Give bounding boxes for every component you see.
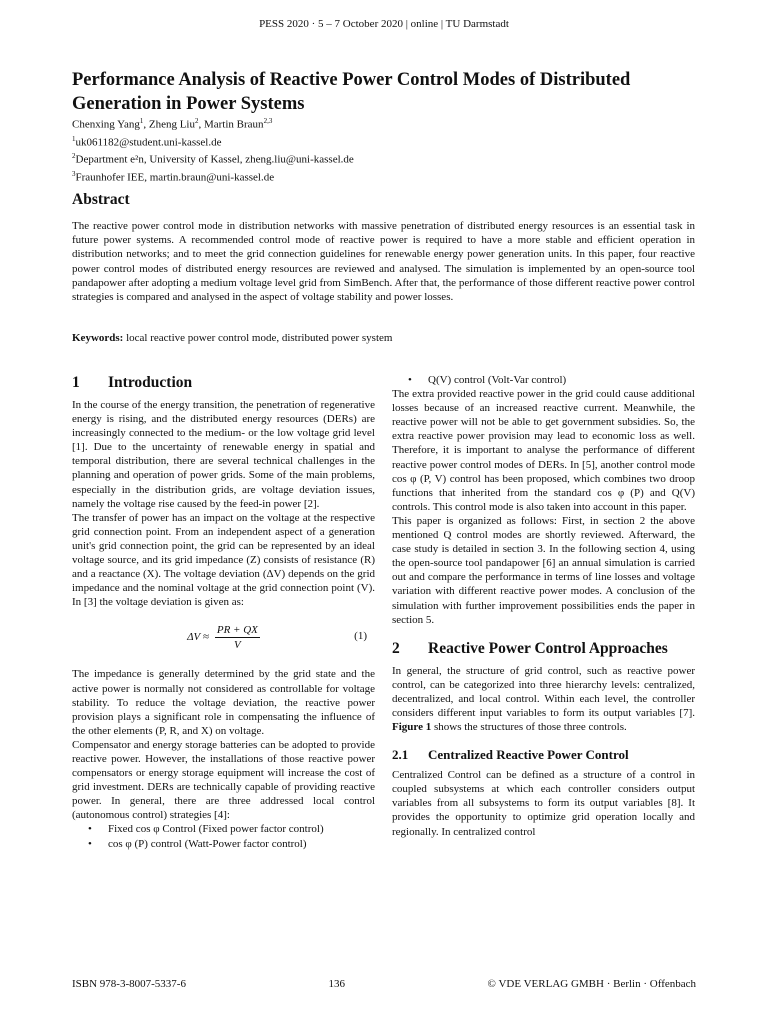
affiliation: $^2$Department e²n, University of Kassel, zheng.liu@uni-kassel.de	[72, 152, 354, 166]
section-heading: 2 Reactive Power Control Approaches	[392, 639, 668, 657]
author-names: Chenxing Yang$^1$, Zheng Liu$^2$, Martin Braun$^{2,3}$	[72, 117, 273, 131]
keywords-text: local reactive power control mode, distributed power system	[123, 332, 393, 344]
author-name: Zheng Liu	[148, 118, 195, 131]
page-number: 136	[328, 978, 345, 990]
abstract-text: The reactive power control mode in distribution networks with massive penetration of distributed energy resources is an essential task in future power systems. A recommended control mode of reactive power is required to have a more stable and efficient operation in distribution networks; and to meet the grid connection guidelines for renewable energy power generation units. In this paper, four reactive power control modes of distributed energy resources are reviewed and analysed. The simulation is implemented by an open-source tool pandapower after adopting a medium voltage level grid from SimBench. After that, the performance of those different reactive power control strategies is compared and analysed in the aspect of voltage stability and power losses.	[72, 220, 695, 304]
isbn: ISBN 978-3-8007-5337-6	[72, 978, 186, 990]
control-strategy-list-cont	[392, 373, 695, 387]
abstract-heading: Abstract	[72, 191, 130, 208]
paper-title: Performance Analysis of Reactive Power Control Modes of Distributed Generation in Power Systems	[72, 70, 631, 114]
equation-lhs: ΔV ≈	[187, 631, 209, 644]
equation-denominator: V	[234, 638, 241, 651]
author-name: Martin Braun	[203, 118, 264, 131]
list-item: • Q(V) control (Volt-Var control)	[392, 373, 695, 387]
author-block	[72, 114, 702, 185]
paragraph: Centralized Control can be defined as a structure of a control in coupled subsystems at which each controller considers output variables from all subsystems to form its output variables [8]. It provides the opportunity to optimize grid operation locally and regionally. In centralized control	[392, 769, 695, 838]
subsection-heading: 2.1 Centralized Reactive Power Control	[392, 747, 629, 763]
figure-ref: Figure 1	[392, 721, 432, 734]
conference-header: PESS 2020 · 5 – 7 October 2020 | online | TU Darmstadt	[259, 18, 509, 30]
paragraph: In general, the structure of grid control, such as reactive power control, can be categorized into three hierarchy levels: centralized, decentralized, and local control. Within each level, the controller considers different input variables to form its output variables [7]. Figure 1 shows the structures of those three controls.	[392, 664, 695, 734]
paragraph: Compensator and energy storage batteries can be adopted to provide reactive power. However, the installations of those reactive power compensators or energy storage equipment will increase the cost of grid investment. DERs are technically capable of providing reactive power. In general, there are three addressed local control (autonomous control) strategies [4]:	[72, 738, 375, 822]
section-heading: 1 Introduction	[72, 374, 193, 391]
right-column	[392, 373, 695, 839]
page-footer	[72, 978, 696, 990]
paragraph: This paper is organized as follows: First, in section 2 the above mentioned Q control modes are shortly reviewed. Afterward, the case study is detailed in section 3. In the following section 4, using the open-source tool pandapower [6] an annual simulation is carried out and compare the performance in terms of line losses and voltage variation with different reactive power modes. A conclusion of the simulation with further improvement possibilities ends the paper in section 5.	[392, 514, 695, 626]
affiliation: $^3$Fraunhofer IEE, martin.braun@uni-kassel.de	[72, 169, 275, 184]
left-column	[72, 373, 375, 851]
equation-number: (1)	[354, 630, 367, 643]
paragraph: The transfer of power has an impact on the voltage at the respective grid connection point. From an independent aspect of a generation unit's grid connection point, the grid can be represented by an ideal voltage source, and its grid impedance (Z) consists of resistance (R) and a reactance (X). The voltage deviation (ΔV) depends on the grid impedance and the nominal voltage at the grid connection point (V). In [3] the voltage deviation is given as:	[72, 511, 375, 609]
control-strategy-list	[72, 822, 375, 850]
list-item: • Fixed cos φ Control (Fixed power factor control)	[72, 822, 375, 836]
equation-fraction	[215, 623, 260, 652]
affiliation: $^1$uk061182@student.uni-kassel.de	[72, 134, 222, 149]
paragraph: The extra provided reactive power in the grid could cause additional losses because of an increased reactive current. Meanwhile, the reactive power will not be able to get government subsidies. So, the extra reactive power provision may lead to economic loss as well. Therefore, it is important to analyse the performance of different reactive power control modes of DERs. In [5], another control mode cos φ (P, V) control has been proposed, which combines two droop functions that inherited from the standard cos φ (P) and Q(V) controls. This control mode is also taken into account in this paper.	[392, 388, 695, 513]
keywords-label: Keywords:	[72, 332, 124, 344]
author-name: Chenxing Yang	[72, 118, 140, 131]
equation-1	[72, 619, 375, 655]
paragraph: The impedance is generally determined by the grid state and the active power is normally not considered as controllable for voltage stability. To reduce the voltage deviation, the reactive power provision plays a significant role in compensating the influence of the other elements (P, R, and X) on voltage.	[72, 668, 375, 737]
keywords	[72, 332, 695, 344]
publisher: © VDE VERLAG GMBH · Berlin · Offenbach	[487, 978, 696, 990]
paragraph: In the course of the energy transition, the penetration of regenerative energy is rising, and the distributed energy resources (DERs) are increasingly connected to the medium- or the low voltage grid level [1]. Due to the uncertainty of renewable energy in spatial and temporal distribution, there are several technical challenges in the planning and operation of power grids. Some of the main problems, especially in the distribution grids, are voltage deviation issues, namely the voltage rise caused by the feed-in power [2].	[72, 399, 375, 510]
list-item: • cos φ (P) control (Watt-Power factor control)	[72, 837, 375, 851]
equation-numerator: PR + QX	[215, 623, 260, 638]
